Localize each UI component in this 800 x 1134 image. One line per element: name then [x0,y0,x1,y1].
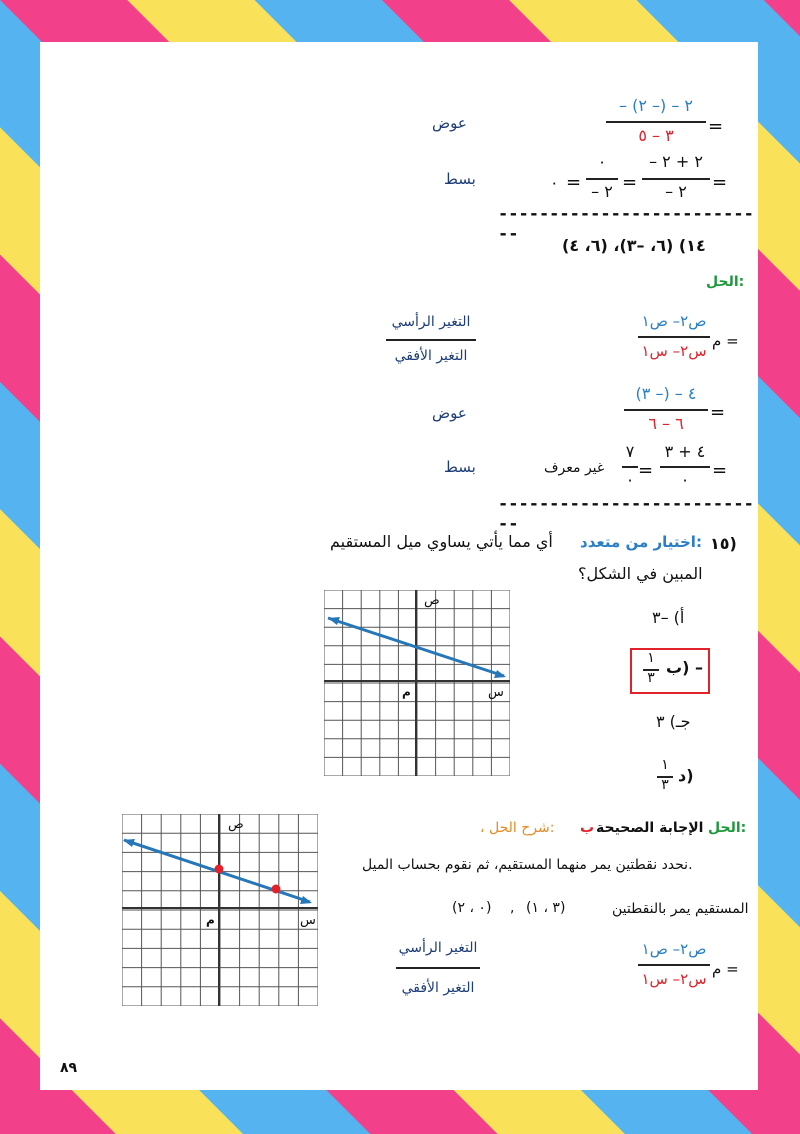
option-d-label[interactable]: د) [678,766,694,785]
option-b-denominator: ٣ [647,670,655,686]
question-text-line2: المبين في الشكل؟ [578,564,703,583]
point-marker [272,885,281,894]
worksheet-page [40,42,758,1090]
question-text-line1: أي مما يأتي يساوي ميل المستقيم [330,532,553,551]
fraction-bar [622,466,638,468]
correct-answer-letter: ب [580,820,595,836]
y-axis-label: ص [228,817,244,832]
option-d-denominator: ٣ [661,777,669,793]
fraction-denominator: – ٢ [665,182,687,201]
solution-graph [122,814,318,1006]
fraction-bar [606,121,706,123]
fraction-numerator: ٠ [597,152,607,171]
fraction-numerator: ٤ + ٣ [664,442,706,461]
fraction-numerator: ٤ – (– ٣) [635,384,697,403]
x-axis-label: س [488,685,504,700]
slope-formula-numerator: ص٢– ص١ [641,940,707,958]
horizontal-change-label: التغير الأفقي [401,980,475,996]
vertical-change-label: التغير الرأسي [398,940,478,956]
equals-sign: = [710,402,726,423]
fraction-numerator: – ٢ + ٢ [649,152,703,171]
vertical-change-label: التغير الرأسي [391,314,471,330]
fraction-denominator: ٠ [680,470,690,489]
fraction-bar [642,178,710,180]
explanation-line2: المستقيم يمر بالنقطتين [612,901,749,917]
slope-formula-denominator: س٢– س١ [641,342,707,360]
separator-comma: , [510,900,515,916]
option-a[interactable]: أ) –٣ [652,608,685,627]
explanation-label: ، شرح الحل: [480,820,555,836]
simplify-label: بسط [444,458,476,476]
slope-formula-denominator: س٢– س١ [641,970,707,988]
question-graph [324,590,510,776]
solution-label: الحل: [706,274,745,290]
equals-sign: = [638,460,654,481]
question-14-header: ١٤) (٦، –٣)، (٦، ٤) [562,236,706,255]
option-b-numerator: ١ [647,650,655,666]
simplify-label: بسط [444,170,476,188]
option-d-numerator: ١ [661,757,669,773]
origin-label: م [402,685,411,699]
fraction-bar [396,967,480,969]
equals-sign: = [566,172,582,193]
correct-answer-text: الإجابة الصحيحة [596,820,704,836]
point-two: (٠ ، ٢) [452,900,492,916]
origin-label: م [206,913,215,927]
fraction-bar [586,178,618,180]
horizontal-change-label: التغير الأفقي [394,348,468,364]
slope-symbol: م = [712,332,739,350]
fraction-bar [638,336,710,338]
fraction-numerator: ٧ [625,442,635,461]
equals-sign: = [622,172,638,193]
result-value: ٠ [550,173,559,192]
fraction-denominator: ٣ – ٥ [638,126,674,145]
point-marker [215,865,224,874]
fraction-bar [386,339,476,341]
fraction-bar [638,964,710,966]
fraction-denominator: ٦ – ٦ [648,414,684,433]
substitute-label: عوض [432,114,467,132]
question-15-number: ١٥) [710,534,737,553]
undefined-text: غير معرف [544,460,605,476]
slope-formula-numerator: ص٢– ص١ [641,312,707,330]
fraction-denominator: – ٢ [591,182,613,201]
dashed-separator: --------------------------- [498,494,754,534]
fraction-denominator: ٠ [625,470,635,489]
page-number: ٨٩ [60,1060,78,1076]
equals-sign: = [712,460,728,481]
slope-symbol: م = [712,960,739,978]
fraction-bar [624,409,708,411]
explanation-line1: نحدد نقطتين يمر منهما المستقيم، ثم نقوم بحساب الميل. [362,857,693,873]
multiple-choice-tag: اختيار من متعدد: [580,533,702,551]
fraction-bar [660,466,710,468]
substitute-label: عوض [432,404,467,422]
equals-sign: = [708,116,724,137]
x-axis-label: س [300,913,316,928]
point-one: (٣ ، ١) [526,900,566,916]
option-b-label[interactable]: ب) – [666,658,703,677]
dashed-separator: --------------------------- [498,204,754,244]
fraction-numerator: – ٢ – (– ٢) [618,96,694,115]
equals-sign: = [712,172,728,193]
solution-label: الحل: [708,820,747,836]
option-c[interactable]: جـ) ٣ [656,712,691,731]
y-axis-label: ص [424,593,440,608]
